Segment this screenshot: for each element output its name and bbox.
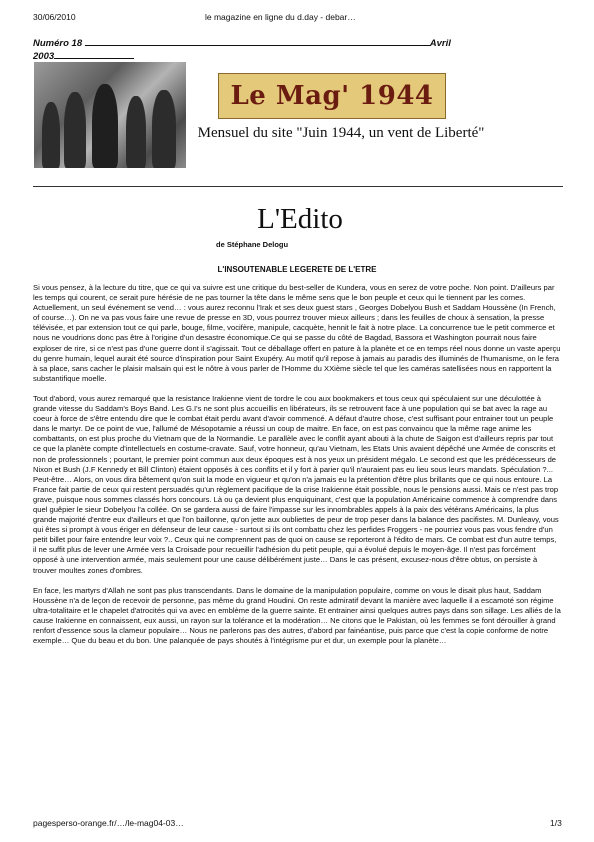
header-divider	[33, 186, 563, 187]
issue-year: 2003	[33, 51, 55, 62]
footer-page-number: 1/3	[550, 818, 562, 828]
article-paragraph: En face, les martyrs d'Allah ne sont pas plus transcendants. Dans le domaine de la manipulation populaire, comme on vous le disait plus haut, Saddam Houssène n'a de leçon de recevoir de personne, pas même du grand Houdini. On reste admiratif devant la manière avec laquelle il a escamoté son régime ultra-totalitaire et le chapelet d'atrocités qui va avec en emblème de la guerre sainte. Et entrainer ainsi quelques autres pays dans son sillage. Les alliés de la cause Irakienne en connaissent, eux aussi, un rayon sur la tolérance et la modération… Ne citons que le Pakistan, où les femmes se font dérouiller à grand renfort d'essence sous la clameur populaire… Nous ne parlerons pas des autres, d'abord par fainéantise, puis parce que c'est la copie conforme de notre exemple… Que du beau et du bon. Une palanquée de pays shoutés à l'intégrisme pur et dur, un exemple pour la planète…	[33, 585, 561, 646]
issue-fill-line	[85, 36, 430, 46]
print-date: 30/06/2010	[33, 12, 76, 22]
logo-text: Le Mag' 1944	[230, 81, 434, 111]
magazine-subtitle: Mensuel du site "Juin 1944, un vent de Liberté"	[197, 125, 485, 141]
magazine-logo	[218, 73, 446, 119]
article-body	[33, 283, 561, 656]
issue-month: Avril	[429, 38, 451, 49]
article-heading: L'INSOUTENABLE LEGERETE DE L'ETRE	[217, 265, 377, 274]
article-paragraph: Si vous pensez, à la lecture du titre, que ce qui va suivre est une critique du best-seller de Kundera, vous en serez de votre poche. Non point. D'ailleurs par les temps qui courent, ce serait pure hérésie de ne pas tourner la tête dans le même sens que le bon peuple et ceux qui le tiennent par les cornes. Actuellement, un seul événement se vend… : vous aurez reconnu l'Irak et ses deux guest stars , Georges Dobelyou Bush et Saddam Houssène (In French, of course…). On ne va pas vous faire une revue de presse en 3D, vous pourrez trouver mieux ailleurs ; dans les feuilles de choux à sensation, la presse télévisée, et par extension tout ce qui parle, bouge, filme, vocifère, manipule, cacquète, hennit le fait à notre place. La concurrence tue le petit commerce et nous ne voudrions donc pas être à l'origine d'un desastre économique.Ce qui se passe du côté de Bagdad, Bassora et Washington pourrait nous faire exploser de rire, si ce n'est pas d'une guerre dont il s'agissait. Tout ce déballage offert en pature à la planète et ce en temps réel nous donne un vaste aperçu du genre humain, lequel aurait été source d'inspiration pour Saint Exupéry. Au motif qu'il repose à jamais au paradis des illuminés de l'humanisme, on le fera à sa place, sans cacher le plaisir malsain qui est le nôtre à vous parler de l'Homme du XXième siècle tel que les caméras satellisées nous en rapportent la substantifique moelle.	[33, 283, 561, 383]
issue-line	[33, 36, 563, 49]
edito-title: L'Edito	[257, 203, 343, 235]
print-page-title: le magazine en ligne du d.day - debar…	[205, 12, 356, 22]
issue-number: Numéro 18	[33, 38, 83, 49]
footer-url: pagesperso-orange.fr/…/le-mag04-03…	[33, 818, 184, 828]
article-paragraph: Tout d'abord, vous aurez remarqué que la resistance Irakienne vient de tordre le cou aux bookmakers et tous ceux qui spéculaient sur une déculottée à grande vitesse du Saddam's Boys Band. Les G.I's ne sont plus accueillis en libérateurs, ils se retrouvent face à une population qui se bat avec la rage au coeur à force de s'être entendu dire que le combat était perdu avant d'avoir commencé. A défaut d'autre chose, c'est suffisant pour entrainer tout un peuple dans le martyr. De ce point de vue, l'allumé de Mésopotamie a réussi un coup de maitre. En face, on est pas convaincu que la même rage anime les combattants, on est plus proche du Vietnam que de la Normandie. Le parallèle avec le conflit ayant abouti à la chute de Saigon est d'ailleurs repris par tout ce que la planète compte d'intellectuels en costume-cravate. Sauf, votre honneur, qu'au Vietnam, les Etats Unis avaient dépêché une Armée de conscrits et non de professionnels ; pourtant, le premier point commun aux deux époques est à nos yeux un président mégalo. Le second est que les prédécesseurs de Nixon et Bush (J.F Kennedy et Bill Clinton) étaient opposés à ces conflits et il y fort à parier qu'il n'auraient pas eu lieu sous leurs mandats. Spéculation ?... Peut-être… Alors, on vous dira bêtement qu'on suit la mode en vigueur et qu'on n'a jamais eu la prétention d'être plus brillants que ce qui nous entoure. La France fait partie de ceux qui restent persuadés qu'un règlement pacifique de la crise Irakienne était possible, nous le pensions aussi. Mais ce n'est pas trop grave, puisque nous sommes classés hors concours. Là ou ça devient plus enquiquinant, c'est que la population Américaine commence à comprendre dans quel guêpier le sieur Dobelyou l'a collée. On se gardera aussi de faire l'impasse sur les innombrables appels à la paix des vétérans Américains, la plus grande majorité d'entre eux d'ailleurs et que l'on baillonne, qu'on jette aux oubliettes de peur de trop peser dans la balance des pacifistes. M. Dunleavy, vous qui êtes si prompt à vous ériger en défenseur de leur cause - surtout si ils ont combattu chez les perfides Froggers - ne pourriez vous pas vous fendre d'un petit billet pour faire entendre leur voix ?.. Ceux qui ne comprennent pas de quoi on cause se reporteront à l'édito de mars. Ce combat est d'un autre temps, il ne suffit plus de lever une Armée vers la Croisade pour recueillir l'adhésion du petit peuple, qui a évolué depuis le moyen-âge. Il n'est pas forcément opposé à une intervention armée, mais seulement pour une cause délibérément juste… Dans le cas présent, excusez-nous d'être obtus, on persiste à trouver moultes zones d'ombres.	[33, 393, 559, 575]
historical-photo	[34, 62, 186, 168]
issue-year-line	[33, 49, 134, 62]
edito-byline: de Stéphane Delogu	[216, 240, 289, 249]
issue-year-fill-line	[54, 49, 134, 59]
